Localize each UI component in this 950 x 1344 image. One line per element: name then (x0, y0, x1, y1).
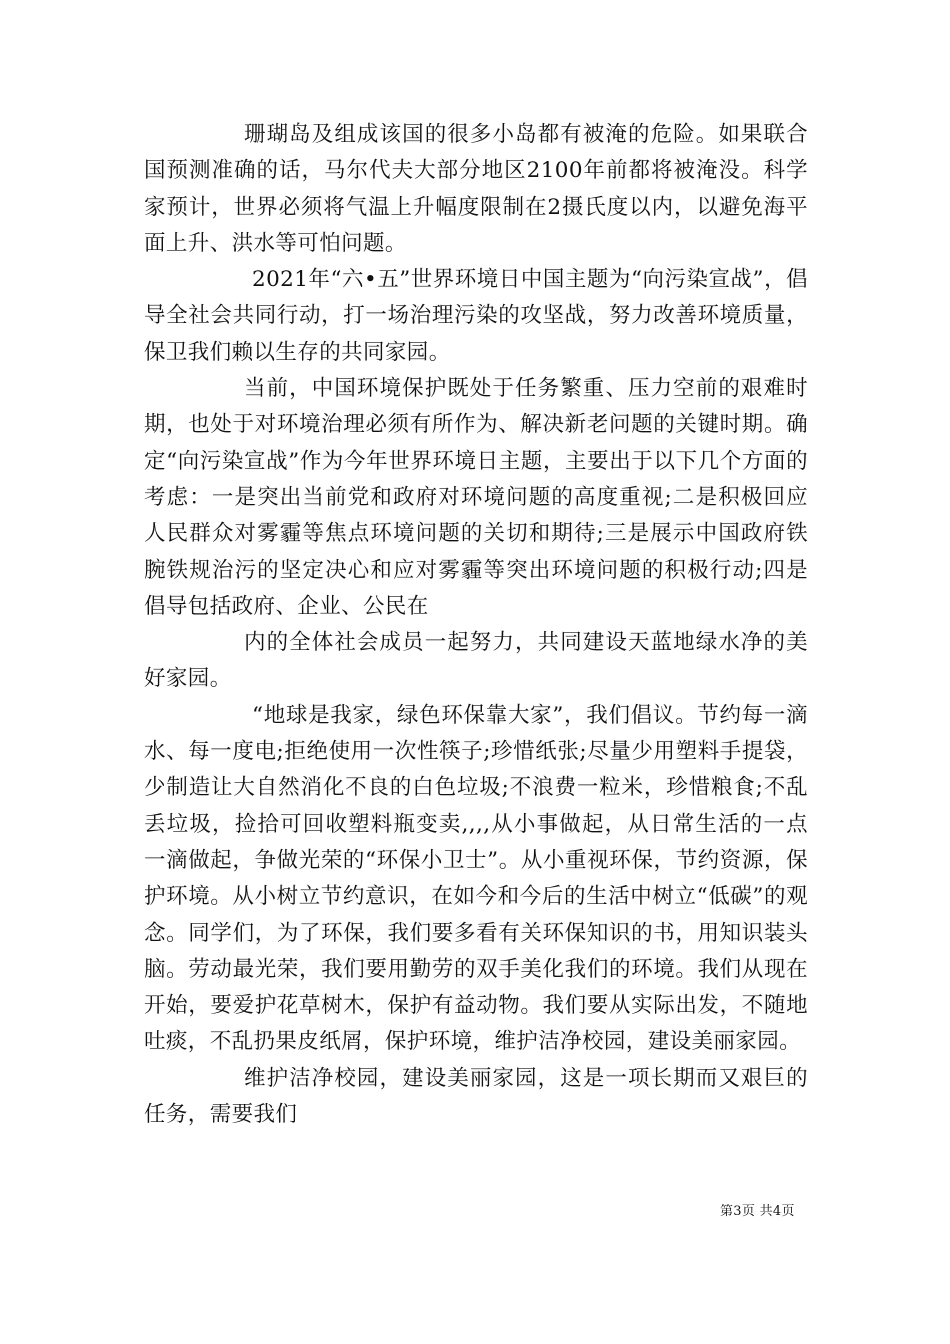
paragraph-1: 珊瑚岛及组成该国的很多小岛都有被淹的危险。如果联合国预测准确的话，马尔代夫大部分地区2100年前都将被淹没。科学家预计，世界必须将气温上升幅度限制在2摄氏度以内，以避免海平面上升、洪水等可怕问题。 (144, 122, 808, 256)
paragraph-6: 维护洁净校园，建设美丽家园，这是一项长期而又艰巨的任务，需要我们 (144, 1065, 808, 1128)
paragraph-4: 内的全体社会成员一起努力，共同建设天蓝地绿水净的美好家园。 (144, 630, 808, 692)
document-body (144, 117, 808, 1133)
paragraph-2: 2021年“六•五”世界环境日中国主题为“向污染宣战”，倡导全社会共同行动，打一场治理污染的攻坚战，努力改善环境质量，保卫我们赖以生存的共同家园。 (144, 267, 808, 365)
paragraph-5: “地球是我家，绿色环保靠大家”，我们倡议。节约每一滴水、每一度电;拒绝使用一次性筷子;珍惜纸张;尽量少用塑料手提袋，少制造让大自然消化不良的白色垃圾;不浪费一粒米，珍惜粮食;不乱丢垃圾，捡拾可回收塑料瓶变卖,,,,从小事做起，从日常生活的一点一滴做起，争做光荣的“环保小卫士”。从小重视环保，节约资源，保护环境。从小树立节约意识，在如今和今后的生活中树立“低碳”的观念。同学们，为了环保，我们要多看有关环保知识的书，用知识装头脑。劳动最光荣，我们要用勤劳的双手美化我们的环境。我们从现在开始，要爱护花草树木，保护有益动物。我们要从实际出发，不随地吐痰，不乱扔果皮纸屑，保护环境，维护洁净校园，建设美丽家园。 (144, 702, 808, 1055)
page-number-footer: 第3页 共4页 (720, 1204, 795, 1219)
paragraph-3: 当前，中国环境保护既处于任务繁重、压力空前的艰难时期，也处于对环境治理必须有所作为、解决新老问题的关键时期。确定“向污染宣战”作为今年世界环境日主题，主要出于以下几个方面的考虑：一是突出当前党和政府对环境问题的高度重视;二是积极回应人民群众对雾霾等焦点环境问题的关切和期待;三是展示中国政府铁腕铁规治污的坚定决心和应对雾霾等突出环境问题的积极行动;四是倡导包括政府、企业、公民在 (144, 376, 808, 619)
